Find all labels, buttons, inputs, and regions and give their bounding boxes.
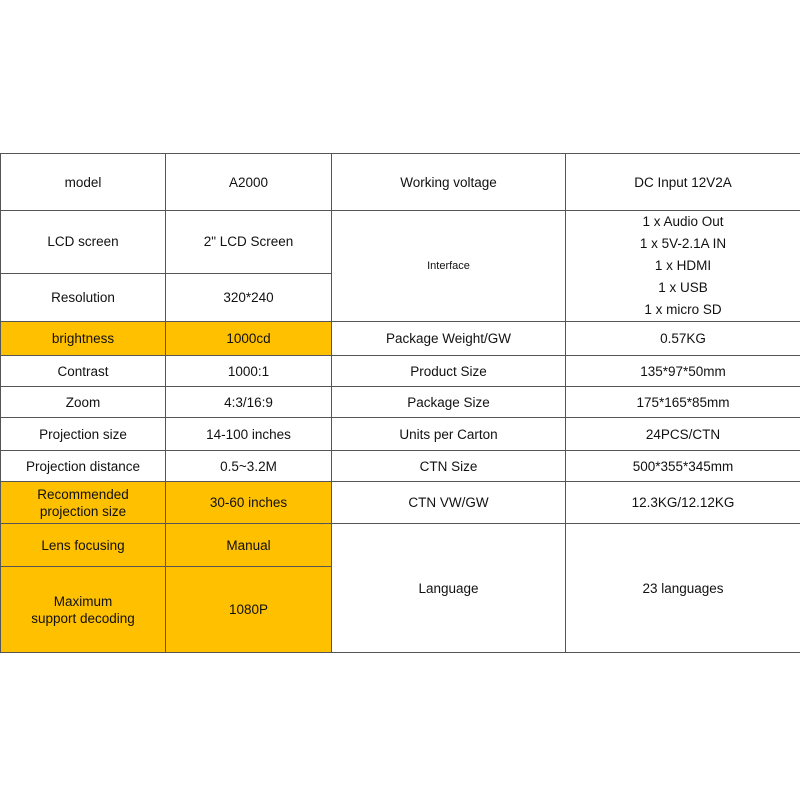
package-size-value: 175*165*85mm [566,387,800,418]
interface-value [566,211,800,322]
table-row [1,451,800,482]
working-voltage-label: Working voltage [332,154,566,211]
interface-audio-out: 1 x Audio Out [642,214,724,229]
package-weight-value: 0.57KG [566,322,800,356]
zoom-value: 4:3/16:9 [166,387,332,418]
table-row [1,322,800,356]
brightness-label: brightness [1,322,166,356]
lens-focusing-label: Lens focusing [1,524,166,567]
units-per-carton-label: Units per Carton [332,418,566,451]
recommended-projection-size-label [1,482,166,524]
projection-distance-label: Projection distance [1,451,166,482]
lens-focusing-value: Manual [166,524,332,567]
working-voltage-value: DC Input 12V2A [566,154,800,211]
recommended-label-line-2: projection size [39,503,127,519]
ctn-size-value: 500*355*345mm [566,451,800,482]
resolution-value: 320*240 [166,273,332,321]
projection-size-label: Projection size [1,418,166,451]
decoding-label-line-1: Maximum [53,593,113,609]
language-label: Language [332,524,566,653]
table-row [1,482,800,524]
contrast-label: Contrast [1,356,166,387]
product-size-label: Product Size [332,356,566,387]
contrast-value: 1000:1 [166,356,332,387]
interface-usb: 1 x USB [658,280,708,295]
interface-hdmi: 1 x HDMI [654,258,712,273]
table-row [1,211,800,274]
ctn-size-label: CTN Size [332,451,566,482]
recommended-projection-size-value: 30-60 inches [166,482,332,524]
product-size-value: 135*97*50mm [566,356,800,387]
table-row [1,524,800,567]
model-value: A2000 [166,154,332,211]
spec-table [0,153,800,653]
interface-micro-sd: 1 x micro SD [644,302,722,317]
brightness-value: 1000cd [166,322,332,356]
package-weight-label: Package Weight/GW [332,322,566,356]
interface-power-in: 1 x 5V-2.1A IN [639,236,727,251]
maximum-support-decoding-value: 1080P [166,567,332,653]
language-value: 23 languages [566,524,800,653]
ctn-vw-gw-value: 12.3KG/12.12KG [566,482,800,524]
zoom-label: Zoom [1,387,166,418]
maximum-support-decoding-label [1,567,166,653]
interface-label: Interface [332,211,566,322]
ctn-vw-gw-label: CTN VW/GW [332,482,566,524]
projection-distance-value: 0.5~3.2M [166,451,332,482]
table-row [1,387,800,418]
resolution-label: Resolution [1,273,166,321]
decoding-label-line-2: support decoding [31,610,135,626]
table-row [1,356,800,387]
package-size-label: Package Size [332,387,566,418]
units-per-carton-value: 24PCS/CTN [566,418,800,451]
recommended-label-line-1: Recommended [37,486,129,502]
table-row [1,418,800,451]
lcd-screen-label: LCD screen [1,211,166,274]
lcd-screen-value: 2" LCD Screen [166,211,332,274]
projection-size-value: 14-100 inches [166,418,332,451]
model-label: model [1,154,166,211]
table-row [1,154,800,211]
